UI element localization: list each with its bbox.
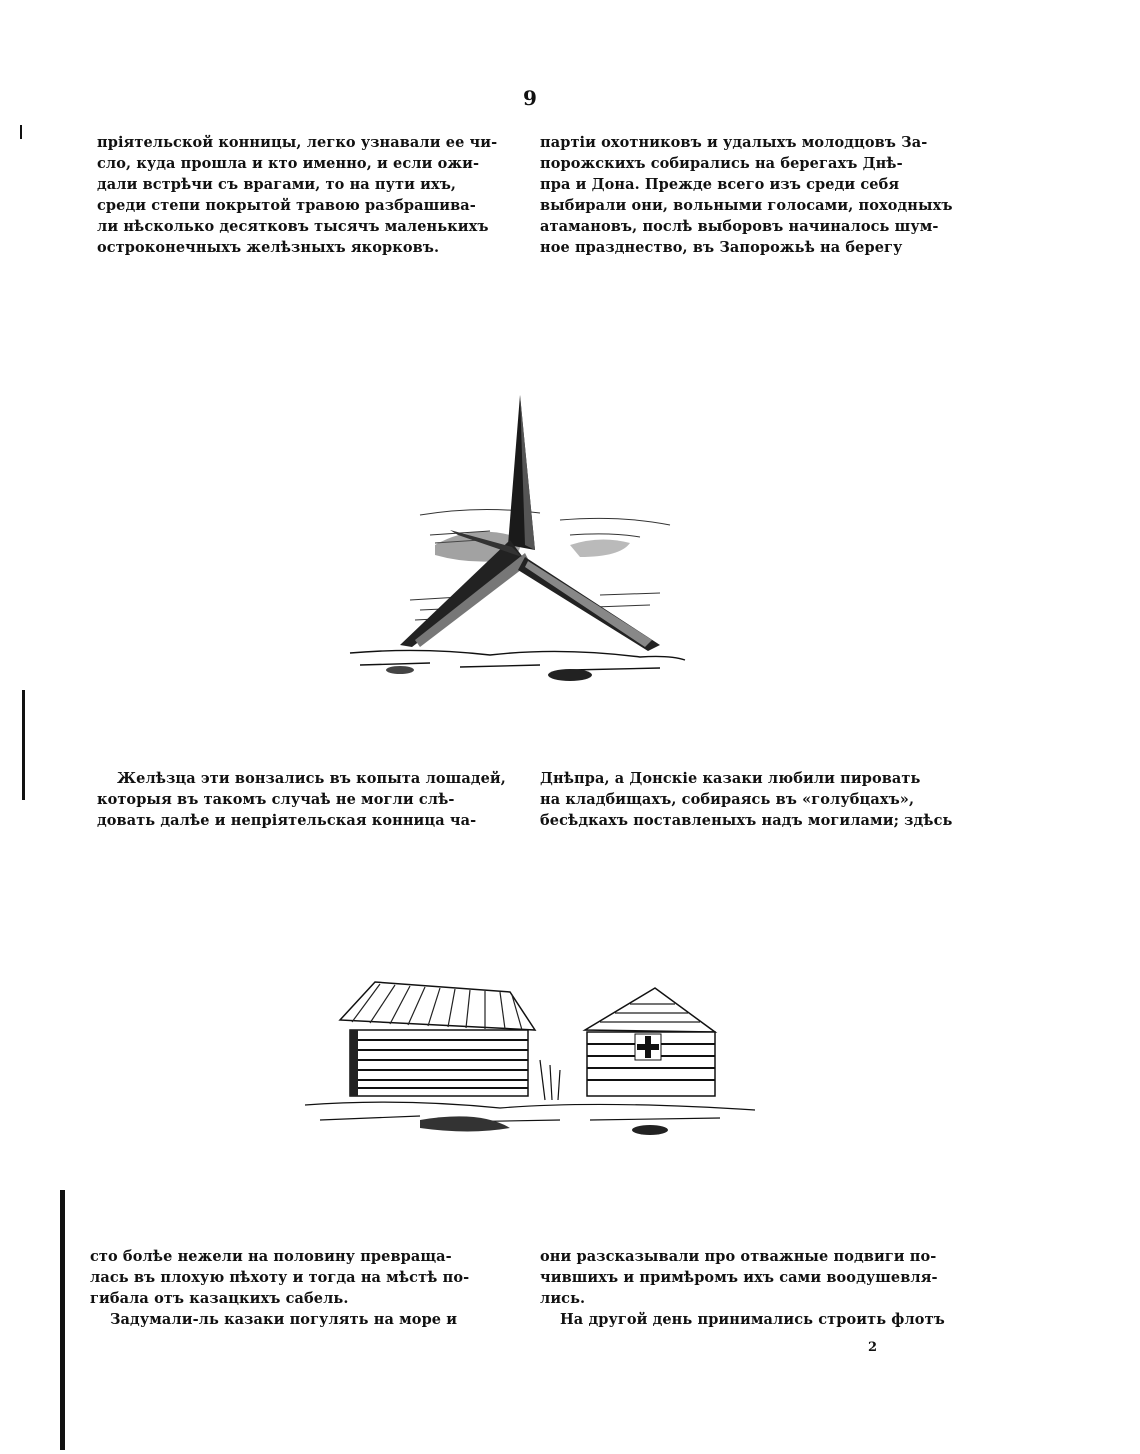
text-line: партіи охотниковъ и удалыхъ молодцовъ За- <box>540 134 928 151</box>
caltrop-illustration <box>340 385 700 700</box>
scan-mark <box>20 125 22 139</box>
text-line: дали встрѣчи съ врагами, то на пути ихъ, <box>97 176 457 193</box>
text-line: ли нѣсколько десятковъ тысячъ маленькихъ <box>97 218 489 235</box>
text-line: лись. <box>540 1290 586 1307</box>
wooden-huts-illustration <box>300 970 760 1150</box>
text-column-right-2 <box>540 768 958 831</box>
text-line: среди степи покрытой травою разбрашива- <box>97 197 476 214</box>
text-column-right-3 <box>540 1246 958 1330</box>
text-line: пра и Дона. Прежде всего изъ среди себя <box>540 176 900 193</box>
text-line: бесѣдкахъ поставленыхъ надъ могилами; здѣсь <box>540 812 953 829</box>
text-line: Желѣзца эти вонзались въ копыта лошадей, <box>117 770 506 787</box>
text-line: сто болѣе нежели на половину превраща- <box>90 1248 452 1265</box>
scan-mark <box>22 690 25 800</box>
text-line: порожскихъ собирались на берегахъ Днѣ- <box>540 155 903 172</box>
scan-mark <box>60 1190 65 1450</box>
text-line: они разсказывали про отважные подвиги по- <box>540 1248 937 1265</box>
text-line: на кладбищахъ, собираясь въ «голубцахъ», <box>540 791 915 808</box>
text-column-right-1 <box>540 132 958 258</box>
text-line: атамановъ, послѣ выборовъ начиналось шум- <box>540 218 939 235</box>
text-line: ное празднество, въ Запорожьѣ на берегу <box>540 239 903 256</box>
text-column-left-2 <box>97 768 515 831</box>
text-column-left-3 <box>90 1246 515 1330</box>
text-line: довать далѣе и непріятельская конница ча- <box>97 812 477 829</box>
text-line: которыя въ такомъ случаѣ не могли слѣ- <box>97 791 455 808</box>
text-line: гибала отъ казацкихъ сабель. <box>90 1290 349 1307</box>
text-line: чившихъ и примѣромъ ихъ сами воодушевля- <box>540 1269 938 1286</box>
text-line: Задумали-ль казаки погулять на море и <box>110 1311 458 1328</box>
text-line: На другой день принимались строить флотъ <box>560 1311 945 1328</box>
text-line: лась въ плохую пѣхоту и тогда на мѣстѣ по- <box>90 1269 470 1286</box>
text-line: сло, куда прошла и кто именно, и если ожи- <box>97 155 480 172</box>
text-line: Днѣпра, а Донскіе казаки любили пировать <box>540 770 921 787</box>
text-line: пріятельской конницы, легко узнавали ее чи- <box>97 134 498 151</box>
text-line: выбирали они, вольными голосами, походныхъ <box>540 197 953 214</box>
page-number: 9 <box>523 86 537 110</box>
text-column-left-1 <box>97 132 515 258</box>
text-line: остроконечныхъ желѣзныхъ якорковъ. <box>97 239 440 256</box>
sheet-signature: 2 <box>868 1340 878 1355</box>
